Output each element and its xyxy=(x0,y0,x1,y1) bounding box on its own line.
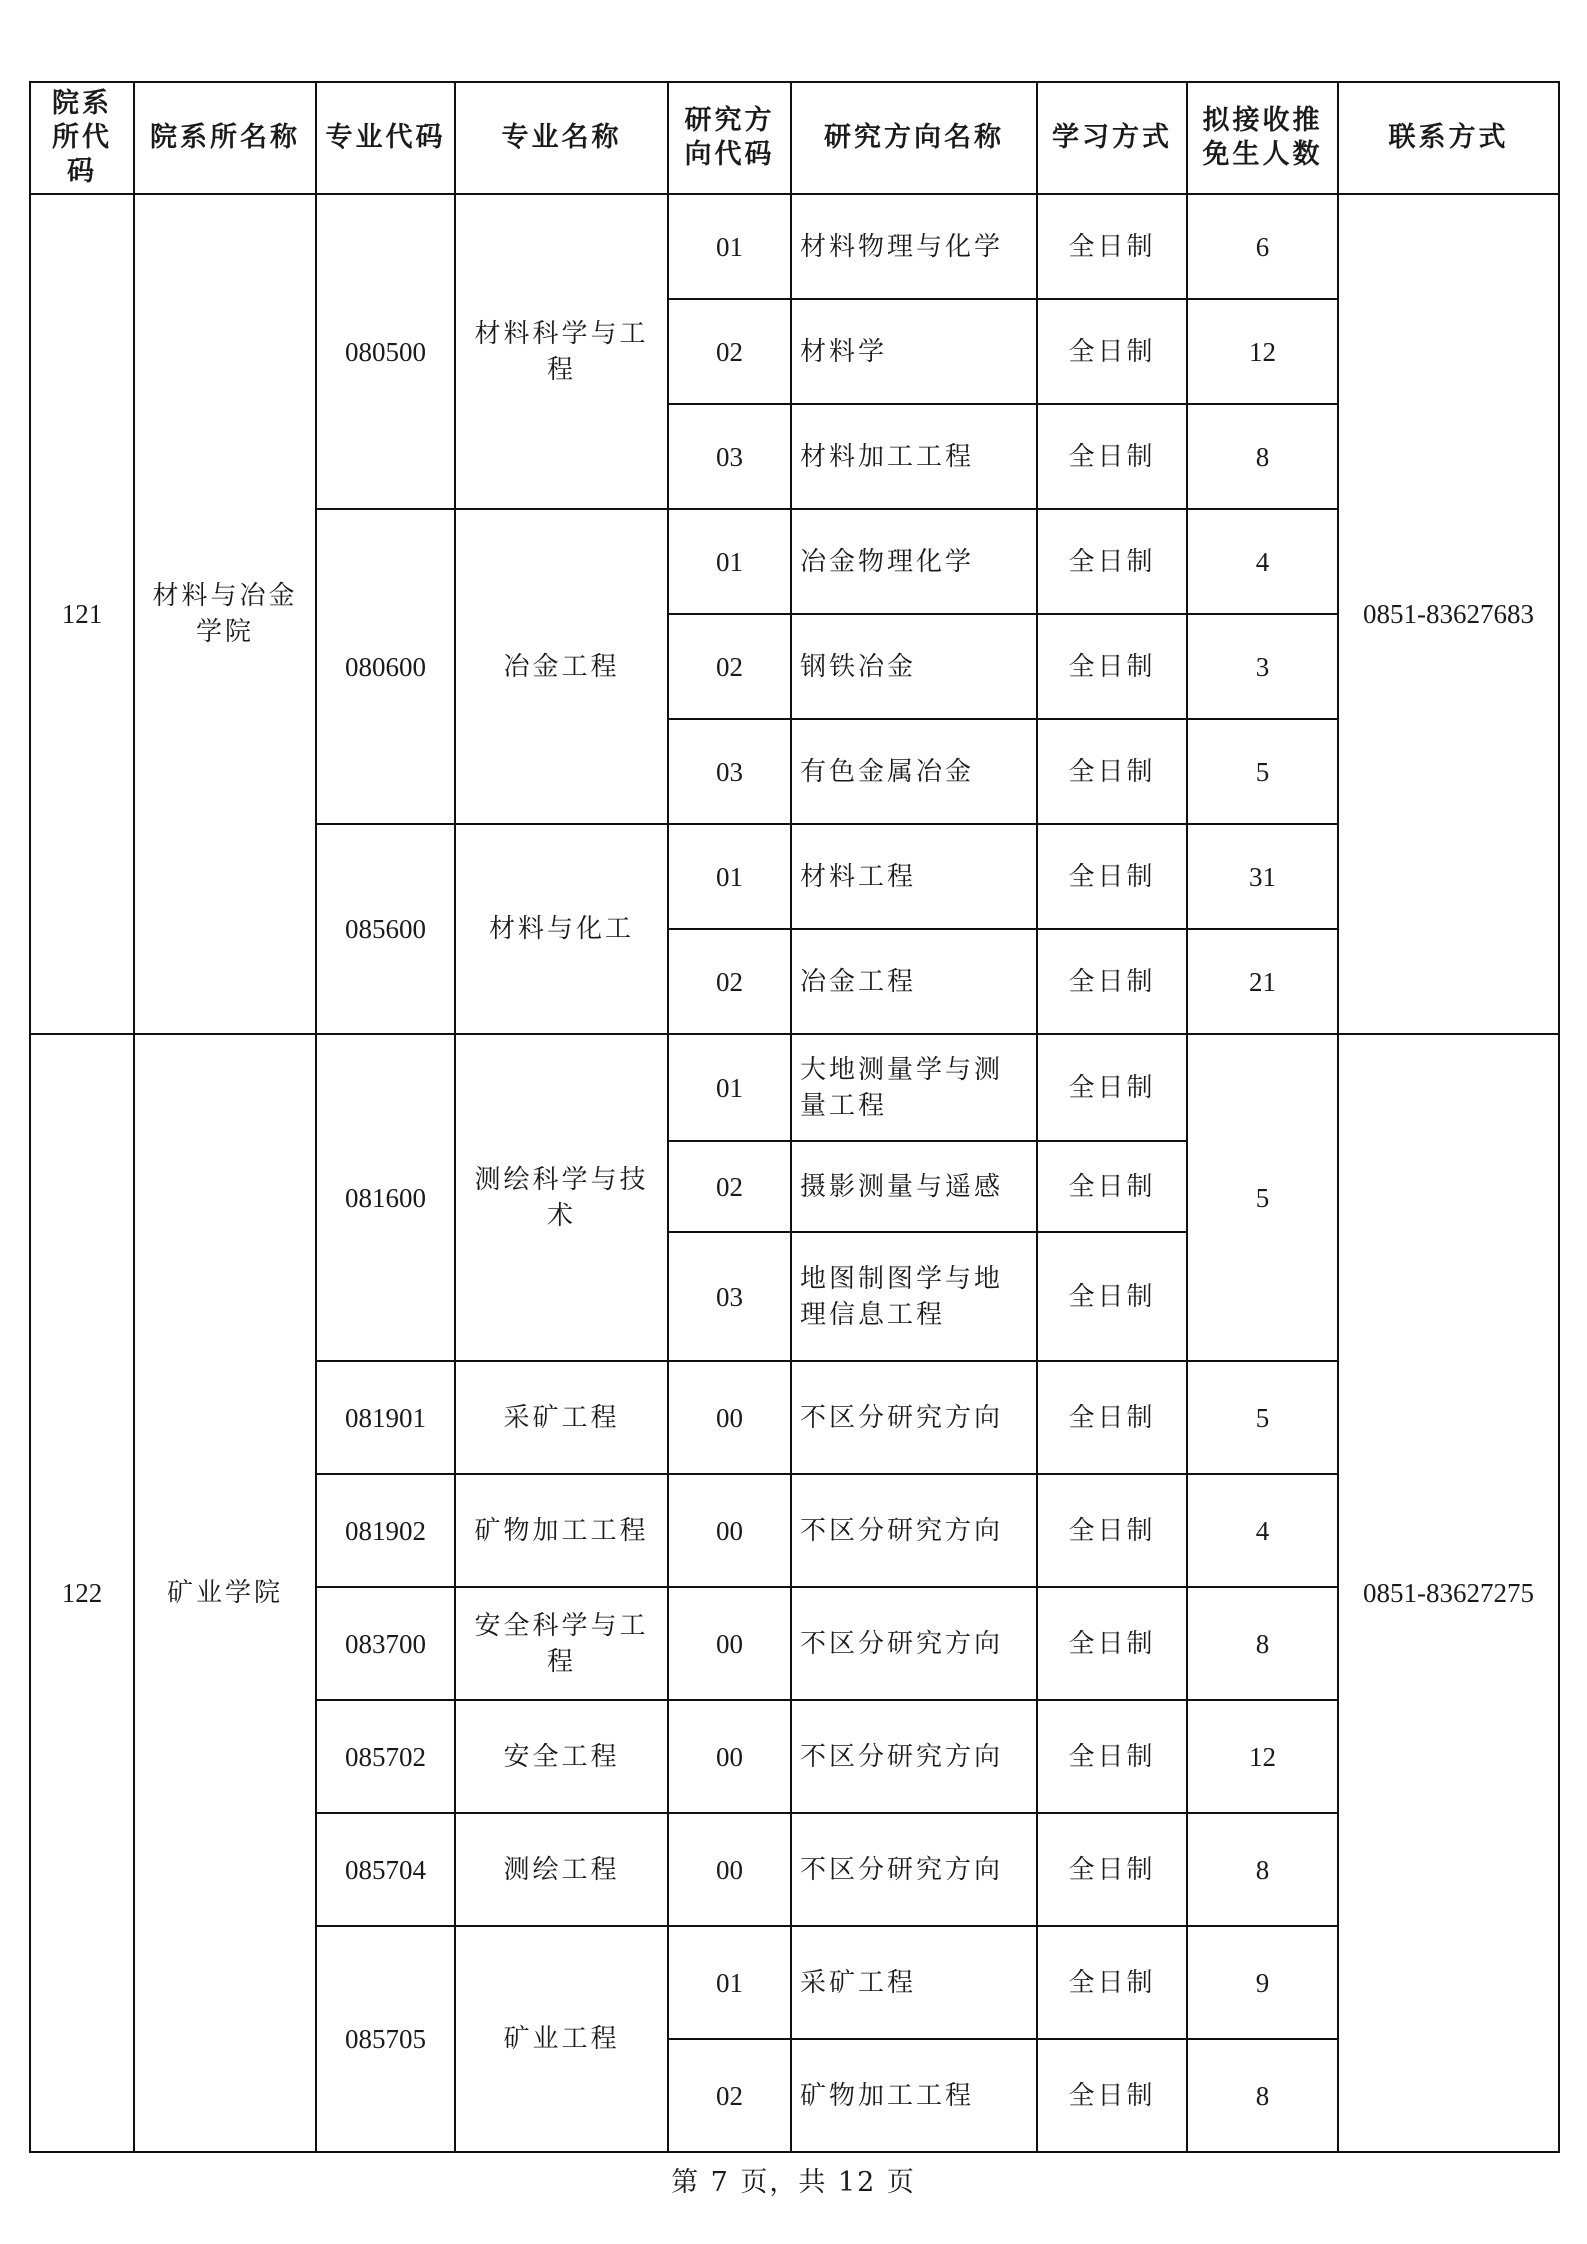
quota-cell: 3 xyxy=(1187,614,1338,719)
major-name-cell: 矿业工程 xyxy=(455,1926,668,2152)
direction-code-cell: 02 xyxy=(668,2039,791,2152)
header-direction-code: 研究方向代码 xyxy=(668,82,791,194)
direction-name-cell: 摄影测量与遥感 xyxy=(791,1141,1037,1232)
contact-cell: 0851-83627275 xyxy=(1338,1034,1559,2152)
study-mode-cell: 全日制 xyxy=(1037,509,1187,614)
study-mode-cell: 全日制 xyxy=(1037,614,1187,719)
quota-cell: 8 xyxy=(1187,404,1338,509)
table-row xyxy=(30,1034,1559,1141)
major-code-cell: 081902 xyxy=(316,1474,455,1587)
header-major-code: 专业代码 xyxy=(316,82,455,194)
quota-cell: 31 xyxy=(1187,824,1338,929)
direction-code-cell: 03 xyxy=(668,404,791,509)
study-mode-cell: 全日制 xyxy=(1037,299,1187,404)
major-name-cell: 冶金工程 xyxy=(455,509,668,824)
quota-cell: 6 xyxy=(1187,194,1338,299)
direction-name-cell: 冶金物理化学 xyxy=(791,509,1037,614)
direction-name-cell: 材料学 xyxy=(791,299,1037,404)
quota-cell: 9 xyxy=(1187,1926,1338,2039)
major-name-cell: 测绘科学与技术 xyxy=(455,1034,668,1361)
direction-name-cell: 大地测量学与测量工程 xyxy=(791,1034,1037,1141)
major-name-cell: 安全工程 xyxy=(455,1700,668,1813)
direction-code-cell: 01 xyxy=(668,1926,791,2039)
direction-code-cell: 01 xyxy=(668,1034,791,1141)
major-name-cell: 安全科学与工程 xyxy=(455,1587,668,1700)
study-mode-cell: 全日制 xyxy=(1037,1361,1187,1474)
major-name-cell: 测绘工程 xyxy=(455,1813,668,1926)
study-mode-cell: 全日制 xyxy=(1037,1474,1187,1587)
direction-code-cell: 00 xyxy=(668,1700,791,1813)
direction-code-cell: 02 xyxy=(668,929,791,1034)
direction-name-cell: 不区分研究方向 xyxy=(791,1474,1037,1587)
header-direction-name: 研究方向名称 xyxy=(791,82,1037,194)
direction-code-cell: 03 xyxy=(668,719,791,824)
study-mode-cell: 全日制 xyxy=(1037,929,1187,1034)
dept-name-cell: 材料与冶金学院 xyxy=(134,194,316,1034)
major-code-cell: 085702 xyxy=(316,1700,455,1813)
table-row xyxy=(30,194,1559,299)
direction-name-cell: 材料物理与化学 xyxy=(791,194,1037,299)
direction-code-cell: 01 xyxy=(668,824,791,929)
quota-cell: 21 xyxy=(1187,929,1338,1034)
major-name-cell: 材料科学与工程 xyxy=(455,194,668,509)
dept-code-cell: 122 xyxy=(30,1034,134,2152)
header-study-mode: 学习方式 xyxy=(1037,82,1187,194)
study-mode-cell: 全日制 xyxy=(1037,824,1187,929)
direction-code-cell: 01 xyxy=(668,509,791,614)
direction-code-cell: 00 xyxy=(668,1813,791,1926)
quota-cell: 5 xyxy=(1187,1361,1338,1474)
header-quota: 拟接收推免生人数 xyxy=(1187,82,1338,194)
contact-cell: 0851-83627683 xyxy=(1338,194,1559,1034)
major-name-cell: 采矿工程 xyxy=(455,1361,668,1474)
quota-cell: 12 xyxy=(1187,1700,1338,1813)
direction-code-cell: 02 xyxy=(668,299,791,404)
page-footer: 第 7 页，共 12 页 xyxy=(671,2167,916,2198)
direction-name-cell: 采矿工程 xyxy=(791,1926,1037,2039)
major-code-cell: 081901 xyxy=(316,1361,455,1474)
quota-cell: 8 xyxy=(1187,1813,1338,1926)
quota-cell: 5 xyxy=(1187,1034,1338,1361)
study-mode-cell: 全日制 xyxy=(1037,1813,1187,1926)
direction-code-cell: 00 xyxy=(668,1587,791,1700)
quota-cell: 8 xyxy=(1187,1587,1338,1700)
direction-name-cell: 材料加工工程 xyxy=(791,404,1037,509)
direction-name-cell: 地图制图学与地理信息工程 xyxy=(791,1232,1037,1361)
dept-code-cell: 121 xyxy=(30,194,134,1034)
direction-code-cell: 03 xyxy=(668,1232,791,1361)
study-mode-cell: 全日制 xyxy=(1037,1232,1187,1361)
study-mode-cell: 全日制 xyxy=(1037,404,1187,509)
direction-name-cell: 有色金属冶金 xyxy=(791,719,1037,824)
direction-name-cell: 不区分研究方向 xyxy=(791,1361,1037,1474)
study-mode-cell: 全日制 xyxy=(1037,2039,1187,2152)
direction-code-cell: 01 xyxy=(668,194,791,299)
header-dept-name: 院系所名称 xyxy=(134,82,316,194)
quota-cell: 5 xyxy=(1187,719,1338,824)
major-code-cell: 085600 xyxy=(316,824,455,1034)
quota-cell: 4 xyxy=(1187,509,1338,614)
study-mode-cell: 全日制 xyxy=(1037,1587,1187,1700)
major-name-cell: 材料与化工 xyxy=(455,824,668,1034)
direction-name-cell: 钢铁冶金 xyxy=(791,614,1037,719)
header-major-name: 专业名称 xyxy=(455,82,668,194)
major-code-cell: 085705 xyxy=(316,1926,455,2152)
admission-quota-table xyxy=(29,81,1560,2153)
direction-name-cell: 不区分研究方向 xyxy=(791,1587,1037,1700)
major-code-cell: 080500 xyxy=(316,194,455,509)
study-mode-cell: 全日制 xyxy=(1037,194,1187,299)
study-mode-cell: 全日制 xyxy=(1037,1141,1187,1232)
direction-code-cell: 00 xyxy=(668,1361,791,1474)
study-mode-cell: 全日制 xyxy=(1037,1034,1187,1141)
quota-cell: 4 xyxy=(1187,1474,1338,1587)
quota-cell: 12 xyxy=(1187,299,1338,404)
direction-name-cell: 不区分研究方向 xyxy=(791,1700,1037,1813)
major-name-cell: 矿物加工工程 xyxy=(455,1474,668,1587)
direction-name-cell: 不区分研究方向 xyxy=(791,1813,1037,1926)
major-code-cell: 083700 xyxy=(316,1587,455,1700)
major-code-cell: 080600 xyxy=(316,509,455,824)
study-mode-cell: 全日制 xyxy=(1037,719,1187,824)
dept-name-cell: 矿业学院 xyxy=(134,1034,316,2152)
major-code-cell: 081600 xyxy=(316,1034,455,1361)
direction-name-cell: 冶金工程 xyxy=(791,929,1037,1034)
study-mode-cell: 全日制 xyxy=(1037,1926,1187,2039)
direction-code-cell: 02 xyxy=(668,1141,791,1232)
direction-name-cell: 材料工程 xyxy=(791,824,1037,929)
direction-name-cell: 矿物加工工程 xyxy=(791,2039,1037,2152)
header-contact: 联系方式 xyxy=(1338,82,1559,194)
direction-code-cell: 00 xyxy=(668,1474,791,1587)
study-mode-cell: 全日制 xyxy=(1037,1700,1187,1813)
major-code-cell: 085704 xyxy=(316,1813,455,1926)
header-dept-code: 院系所代码 xyxy=(30,82,134,194)
quota-cell: 8 xyxy=(1187,2039,1338,2152)
header-row xyxy=(30,82,1559,194)
direction-code-cell: 02 xyxy=(668,614,791,719)
